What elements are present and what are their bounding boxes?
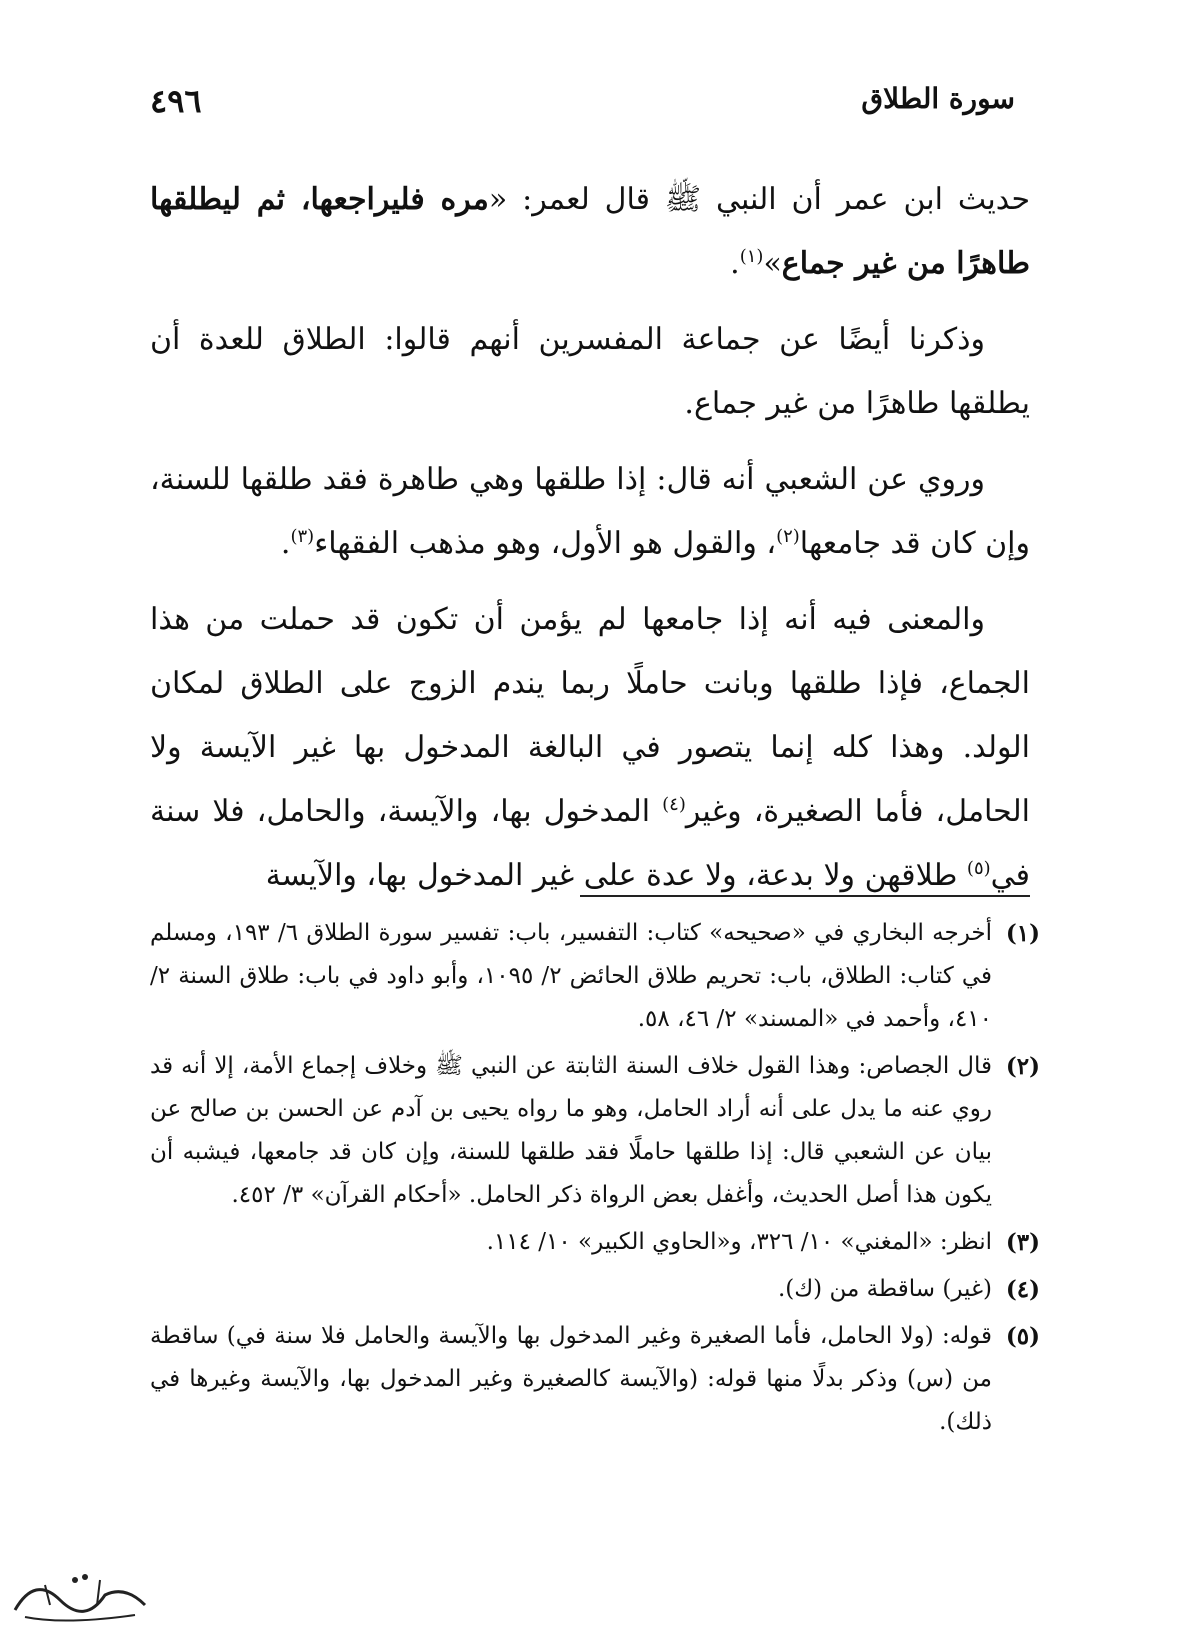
footnotes (150, 912, 1040, 1448)
footnote-1 (150, 912, 1040, 1041)
footnote-number: (٢) (1005, 1053, 1040, 1080)
text-run: والمعنى فيه أنه إذا جامعها لم يؤمن أن تكون قد حملت من هذا الجماع، فإذا طلقها وبانت حاملًا ربما يندم الزوج على الطلاق لمكان الولد. وهذا كله إنما يتصور في البالغة المدخول بها غير الآيسة ولا الحامل، فأما الصغيرة، وغير (150, 602, 1030, 829)
paragraph-1 (150, 168, 1030, 296)
footnote-ref[interactable]: (٣) (290, 526, 315, 547)
text-run: ، والقول هو الأول، وهو مذهب الفقهاء (314, 526, 777, 561)
footnote-text: (غير) ساقطة من (ك). (777, 1276, 992, 1302)
page-header (150, 82, 1015, 127)
footnote-number: (١) (1005, 920, 1040, 947)
running-title: سورة الطلاق (861, 82, 1015, 115)
footnote-ref[interactable]: (١) (739, 246, 764, 267)
footnote-ref[interactable]: (٥) (966, 858, 991, 879)
watermark-logo-icon (5, 1555, 155, 1635)
footnote-3 (150, 1221, 1040, 1264)
text-run: . (730, 246, 740, 281)
paragraph-2 (150, 308, 1030, 436)
footnote-number: (٣) (1005, 1229, 1040, 1256)
footnote-number: (٥) (1005, 1323, 1040, 1350)
paragraph-4 (150, 588, 1030, 908)
main-text (150, 168, 1030, 920)
footnote-ref[interactable]: (٢) (776, 526, 800, 547)
text-run: وذكرنا أيضًا عن جماعة المفسرين أنهم قالوا: الطلاق للعدة أن يطلقها طاهرًا من غير جماع. (150, 322, 1030, 421)
footnote-2 (150, 1045, 1040, 1217)
footnote-text: انظر: «المغني» ١٠/ ٣٢٦، و«الحاوي الكبير» ١٠/ ١١٤. (486, 1229, 992, 1255)
footnote-text: قوله: (ولا الحامل، فأما الصغيرة وغير المدخول بها والآيسة والحامل فلا سنة في) ساقطة من (س) وذكر بدلًا منها قوله: (والآيسة كالصغيرة وغير المدخول بها، والآيسة وغيرها في ذلك). (150, 1323, 992, 1435)
text-run: حديث ابن عمر أن النبي ﷺ قال لعمر: « (488, 182, 1031, 217)
hadith-quote: مره فليراجعها، ثم ليطلقها طاهرًا من غير جماع (150, 182, 1030, 281)
page-number: ٤٩٦ (150, 82, 202, 120)
footnote-number: (٤) (1005, 1276, 1040, 1303)
footnote-text: قال الجصاص: وهذا القول خلاف السنة الثابتة عن النبي ﷺ وخلاف إجماع الأمة، إلا أنه قد روي عنه ما يدل على أنه أراد الحامل، وهو ما رواه يحيى بن آدم عن الحسن بن صالح عن بيان عن الشعبي قال: إذا طلقها حاملًا فقد طلقها للسنة، وإن كان قد جامعها، فيشبه أن يكون هذا أصل الحديث، وأغفل بعض الرواة ذكر الحامل. «أحكام القرآن» ٣/ ٤٥٢. (150, 1053, 992, 1208)
footnote-text: أخرجه البخاري في «صحيحه» كتاب: التفسير، باب: تفسير سورة الطلاق ٦/ ١٩٣، ومسلم في كتاب: الطلاق، باب: تحريم طلاق الحائض ٢/ ١٠٩٥، وأبو داود في باب: طلاق السنة ٢/ ٤١٠، وأحمد في «المسند» ٢/ ٤٦، ٥٨. (150, 920, 993, 1032)
text-run: » (763, 246, 782, 281)
footnote-5 (150, 1315, 1040, 1444)
text-run: . (280, 526, 291, 561)
footnote-divider (580, 895, 1030, 897)
footnote-ref[interactable]: (٤) (662, 794, 686, 815)
text-run: المدخول بها، والآيسة، والحامل، فلا سنة في (150, 794, 1030, 893)
text-run: وروي عن الشعبي أنه قال: إذا طلقها وهي طاهرة فقد طلقها للسنة، وإن كان قد جامعها (150, 462, 1030, 561)
paragraph-3 (150, 448, 1030, 576)
text-run: طلاقهن ولا بدعة، ولا عدة على غير المدخول بها، والآيسة (265, 858, 967, 893)
footnote-4 (150, 1268, 1040, 1311)
